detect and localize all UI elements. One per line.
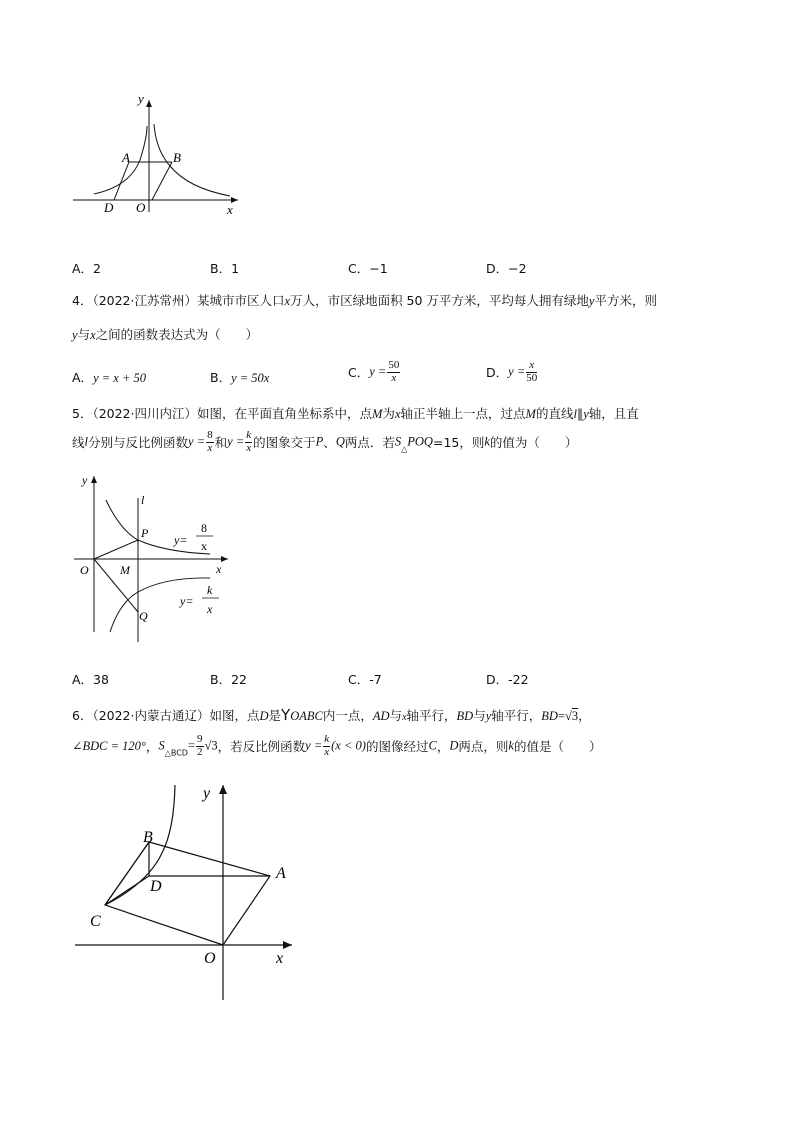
q5-options	[72, 670, 712, 690]
q3-option-a[interactable]: A．2	[72, 261, 102, 276]
q5-option-b[interactable]: B．22	[210, 672, 247, 687]
point-m-label: M	[120, 563, 130, 577]
point-q-label: Q	[139, 609, 148, 623]
point-p-label: P	[141, 526, 149, 540]
q4-option-d[interactable]: D．y = $\frac{x}{50}$	[486, 359, 538, 384]
x-axis-label: x	[216, 562, 222, 576]
line-l-label: l	[141, 493, 145, 507]
q5-stem-line-1: 5．（2022·四川内江）如图，在平面直角坐标系中，点M为x轴正半轴上一点，过点M的直线l∥y轴，且直	[72, 406, 639, 421]
y-axis-label: y	[82, 473, 88, 487]
curve-2-lhs: y=	[180, 594, 194, 608]
curve-2-numerator: k	[207, 583, 213, 597]
q4-option-a[interactable]: A．y = x + 50	[72, 370, 147, 385]
figure-1-graph	[70, 90, 250, 220]
q4-stem-line-2: y与x之间的函数表达式为（ ）	[72, 327, 259, 342]
origin-label: O	[204, 950, 216, 967]
q3-option-d[interactable]: D．−2	[486, 261, 527, 276]
point-a-label: A	[122, 150, 130, 165]
curve-1-numerator: 8	[201, 521, 207, 535]
q6-stem-line-1: 6．（2022·内蒙古通辽）如图，点D是YOABC内一点，AD与x轴平行，BD与y轴平行，BD=√3，	[72, 706, 591, 724]
y-axis-label: y	[138, 91, 144, 106]
figure-3-graph	[70, 775, 310, 1010]
point-d-label: D	[150, 878, 162, 895]
y-axis-label: y	[203, 785, 211, 802]
figure-2-graph	[70, 470, 240, 660]
point-b-label: B	[173, 150, 181, 165]
q4-option-c[interactable]: C．y = $\frac{50}{x}$	[348, 359, 400, 384]
q4-stem-line-1: 4．（2022·江苏常州）某城市市区人口x万人，市区绿地面积 50 万平方米，平均每人拥有绿地y平方米，则	[72, 293, 657, 308]
q5-stem-line-2: 线l分别与反比例函数y = $\frac{8}{x}$ 和y = $\frac{k}{x}$ 的图象交于P、Q两点．若$S_\triangle POQ=15$，则k的值为（ ）	[72, 429, 578, 454]
curve-2-denominator: x	[207, 602, 213, 616]
origin-label: O	[80, 563, 89, 577]
q3-option-b[interactable]: B．1	[210, 261, 240, 276]
curve-1-lhs: y=	[174, 533, 188, 547]
x-axis-label: x	[276, 950, 284, 967]
q5-option-d[interactable]: D．-22	[486, 672, 529, 687]
origin-label: O	[136, 200, 146, 215]
q6-stem-line-2: ∠BDC = 120°，$S_{\triangle BCD}=$ $\frac{9}{2}$ √3，若反比例函数y = $\frac{k}{x}$ (x < 0)的图像经过C，D两点，则k的值是（ ）	[72, 733, 602, 758]
q4-options	[72, 360, 712, 396]
curve-1-denominator: x	[201, 539, 207, 553]
q5-option-c[interactable]: C．-7	[348, 672, 382, 687]
q3-options	[72, 259, 712, 279]
point-a-label: A	[276, 865, 286, 882]
point-b-label: B	[143, 829, 153, 846]
x-axis-label: x	[227, 202, 233, 217]
q5-option-a[interactable]: A．38	[72, 672, 109, 687]
q3-option-c[interactable]: C．−1	[348, 261, 388, 276]
point-c-label: C	[90, 913, 101, 930]
point-d-label: D	[104, 200, 114, 215]
q4-option-b[interactable]: B．y = 50x	[210, 370, 270, 385]
